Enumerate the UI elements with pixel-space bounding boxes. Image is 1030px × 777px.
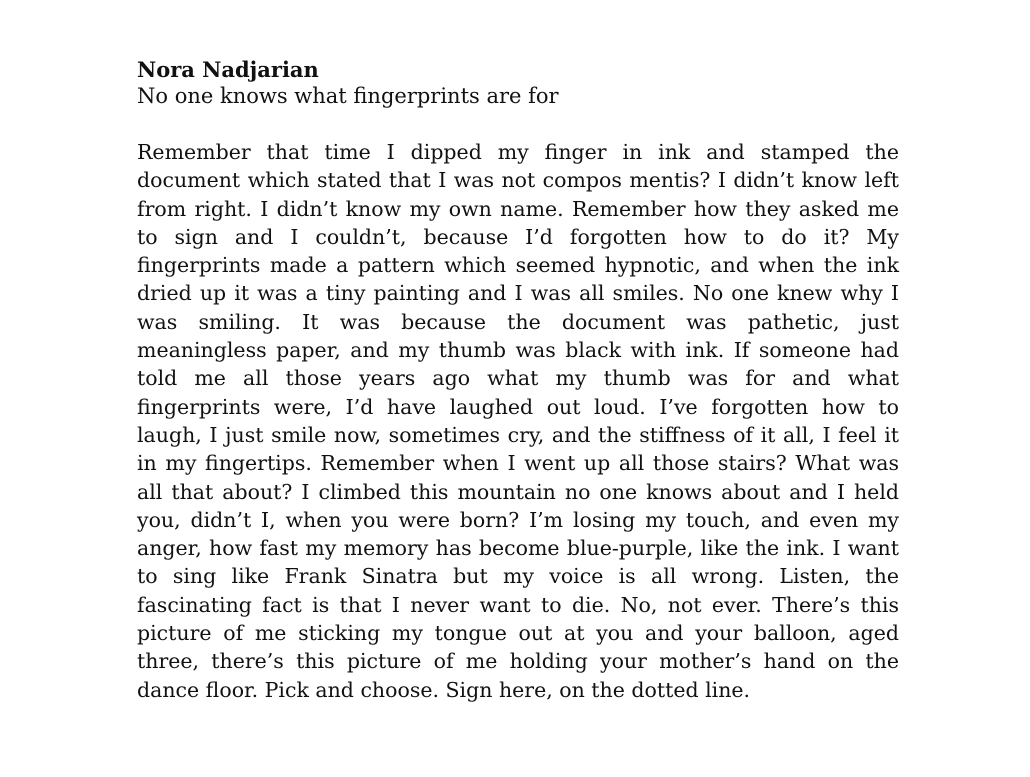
story-body: Remember that time I dipped my finger in ink and stamped the document which stated that I was not compos mentis? I didn’t know left from right. I didn’t know my own name. Remember how they asked me to sign and I couldn’t, because I’d forgotten how to do it? My fingerprints made a pattern which seemed hypnotic, and when the ink dried up it was a tiny painting and I was all smiles. No one knew why I was smiling. It was because the document was pathetic, just meaningless paper, and my thumb was black with ink. If someone had told me all those years ago what my thumb was for and what fingerprints were, I’d have laughed out loud. I’ve forgotten how to laugh, I just smile now, sometimes cry, and the stiffness of it all, I feel it in my fingertips. Remember when I went up all those stairs? What was all that about? I climbed this mountain no one knows about and I held you, didn’t I, when you were born? I’m losing my touch, and even my anger, how fast my memory has become blue-purple, like the ink. I want to sing like Frank Sinatra but my voice is all wrong. Listen, the fascinating fact is that I never want to die. No, not ever. There’s this picture of me sticking my tongue out at you and your balloon, aged three, there’s this picture of me holding your mother’s hand on the dance floor. Pick and choose. Sign here, on the dotted line.	[137, 140, 899, 702]
document-page	[137, 56, 899, 704]
author-name: Nora Nadjarian	[137, 57, 319, 82]
story-title: No one knows what fingerprints are for	[137, 84, 559, 108]
